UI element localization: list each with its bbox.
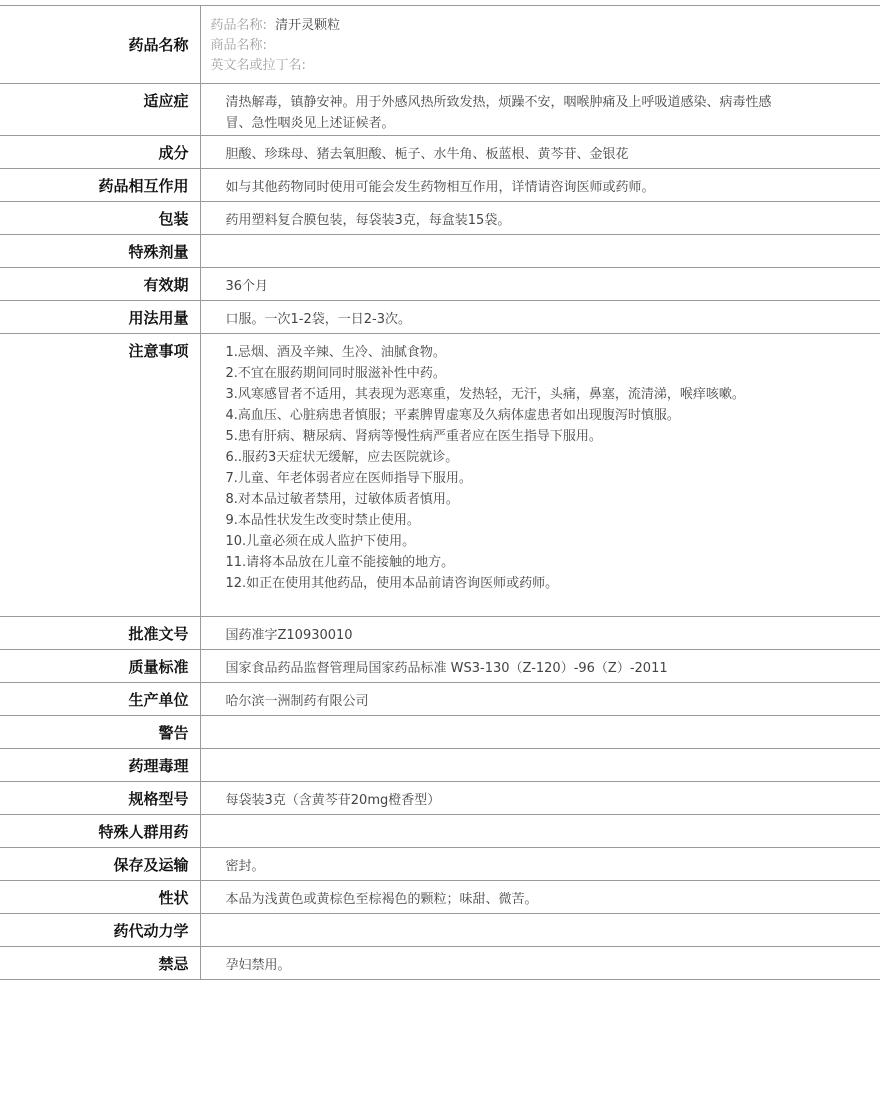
manufacturer-value: 哈尔滨一洲制药有限公司 [200,683,880,716]
list-item: 2.不宜在服药期间同时服滋补性中药。 [225,366,446,381]
table-row [0,235,880,268]
list-item: 6..服药3天症状无缓解，应去医院就诊。 [225,450,459,465]
list-item: 5.患有肝病、糖尿病、肾病等慢性病严重者应在医生指导下服用。 [225,429,602,444]
row-label: 规格型号 [0,782,200,815]
table-row [0,136,880,169]
table-row [0,169,880,202]
ingredients-value: 胆酸、珍珠母、猪去氧胆酸、栀子、水牛角、板蓝根、黄芩苷、金银花 [200,136,880,169]
interactions-value: 如与其他药物同时使用可能会发生药物相互作用，详情请咨询医师或药师。 [200,169,880,202]
list-item: 12.如正在使用其他药品，使用本品前请咨询医师或药师。 [225,576,559,591]
table-row [0,84,880,136]
list-item: 10.儿童必须在成人监护下使用。 [225,534,416,549]
table-row [0,914,880,947]
indications-text: 清热解毒，镇静安神。用于外感风热所致发热，烦躁不安，咽喉肿痛及上呼吸道感染、病毒性感冒、急性咽炎见上述证候者。 [225,95,772,131]
row-label: 特殊剂量 [0,235,200,268]
row-label: 用法用量 [0,301,200,334]
list-item: 9.本品性状发生改变时禁止使用。 [225,513,420,528]
generic-name-key: 药品名称: [210,18,267,33]
table-row [0,301,880,334]
row-label: 药理毒理 [0,749,200,782]
precautions-value [200,334,880,617]
row-label: 保存及运输 [0,848,200,881]
table-row [0,848,880,881]
row-label: 包装 [0,202,200,235]
table-row [0,716,880,749]
approval-number-value: 国药准字Z10930010 [200,617,880,650]
row-label: 质量标准 [0,650,200,683]
table-row [0,334,880,617]
trade-name-key: 商品名称: [210,38,267,53]
special-population-value [200,815,880,848]
precautions-list [226,342,796,594]
drug-info-table [0,5,880,980]
row-label: 药品名称 [0,6,200,84]
english-name-line [211,56,880,76]
warning-value [200,716,880,749]
table-row [0,815,880,848]
quality-standard-value: 国家食品药品监督管理局国家药品标准 WS3-130（Z-120）-96（Z）-2011 [200,650,880,683]
row-label: 警告 [0,716,200,749]
table-row [0,650,880,683]
list-item: 7.儿童、年老体弱者应在医师指导下服用。 [225,471,472,486]
list-item: 3.风寒感冒者不适用，其表现为恶寒重，发热轻，无汗，头痛，鼻塞，流清涕，喉痒咳嗽。 [225,387,745,402]
row-label: 成分 [0,136,200,169]
row-label: 特殊人群用药 [0,815,200,848]
row-label: 适应症 [0,84,200,136]
row-label: 注意事项 [0,334,200,617]
table-row [0,782,880,815]
list-item: 1.忌烟、酒及辛辣、生冷、油腻食物。 [225,345,446,360]
appearance-value: 本品为浅黄色或黄棕色至棕褐色的颗粒；味甜、微苦。 [200,881,880,914]
table-row [0,947,880,980]
table-row [0,881,880,914]
list-item: 8.对本品过敏者禁用，过敏体质者慎用。 [225,492,459,507]
pharmacology-value [200,749,880,782]
row-label: 药品相互作用 [0,169,200,202]
special-dosage-value [200,235,880,268]
row-label: 禁忌 [0,947,200,980]
trade-name-line [211,36,880,56]
english-name-key: 英文名或拉丁名: [210,58,306,73]
specification-value: 每袋装3克（含黄芩苷20mg橙香型） [200,782,880,815]
row-label: 有效期 [0,268,200,301]
list-item: 4.高血压、心脏病患者慎服；平素脾胃虚寒及久病体虚患者如出现腹泻时慎服。 [225,408,680,423]
list-item: 11.请将本品放在儿童不能接触的地方。 [225,555,455,570]
packaging-value: 药用塑料复合膜包装，每袋装3克，每盒装15袋。 [200,202,880,235]
table-row [0,617,880,650]
shelf-life-value: 36个月 [200,268,880,301]
storage-value: 密封。 [200,848,880,881]
row-label: 药代动力学 [0,914,200,947]
table-row [0,749,880,782]
generic-name-value: 清开灵颗粒 [275,18,341,33]
row-label: 生产单位 [0,683,200,716]
table-row [0,683,880,716]
dosage-value: 口服。一次1-2袋，一日2-3次。 [200,301,880,334]
drug-name-cell [200,6,880,84]
indications-value [200,84,880,136]
table-row [0,6,880,84]
table-row [0,268,880,301]
row-label: 批准文号 [0,617,200,650]
generic-name-line [211,16,880,36]
row-label: 性状 [0,881,200,914]
pharmacokinetics-value [200,914,880,947]
contraindications-value: 孕妇禁用。 [200,947,880,980]
table-row [0,202,880,235]
